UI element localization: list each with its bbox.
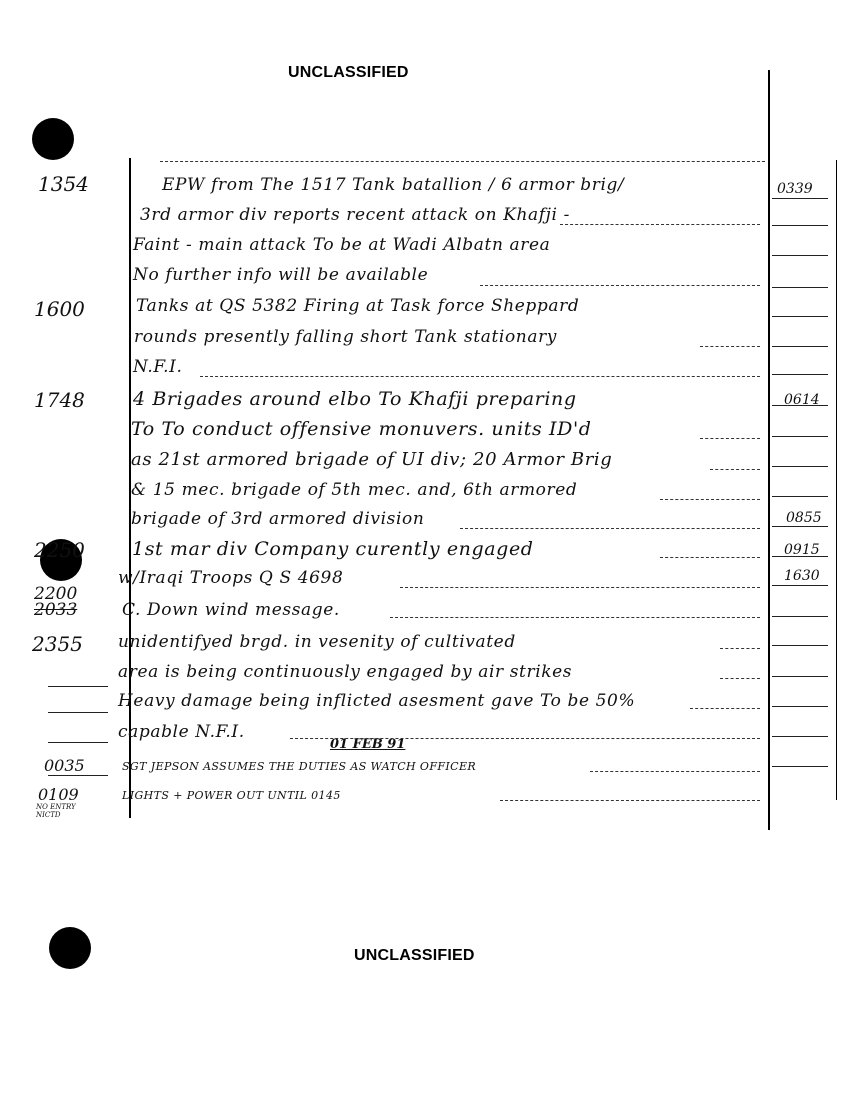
right-column-value: 1630 xyxy=(784,568,820,584)
entry-line: 3rd armor div reports recent attack on Khafji - xyxy=(140,205,570,225)
right-cell-rule xyxy=(772,225,828,226)
line-rule xyxy=(660,557,760,558)
entry-line: brigade of 3rd armored division xyxy=(131,509,425,529)
right-cell-rule xyxy=(772,374,828,375)
entry-line: rounds presently falling short Tank stationary xyxy=(134,327,558,347)
entry-time: 0109 xyxy=(38,785,79,804)
left-cell-rule xyxy=(48,775,108,776)
right-column-value: 0915 xyxy=(784,542,820,558)
line-rule xyxy=(720,648,760,649)
right-edge-rule xyxy=(836,160,837,800)
entry-line: unidentifyed brgd. in vesenity of cultivated xyxy=(118,632,516,652)
line-rule xyxy=(500,800,760,801)
entry-time: 2355 xyxy=(32,632,83,656)
right-column-value: 0614 xyxy=(784,392,820,408)
right-cell-rule xyxy=(772,556,828,557)
entry-line: C. Down wind message. xyxy=(122,600,340,620)
entry-line: SGT JEPSON ASSUMES THE DUTIES AS WATCH OFFICER xyxy=(122,760,477,773)
entry-line: Faint - main attack To be at Wadi Albatn area xyxy=(133,235,551,255)
footer-classification: UNCLASSIFIED xyxy=(354,947,475,964)
right-cell-rule xyxy=(772,676,828,677)
entry-line: capable N.F.I. xyxy=(118,722,245,742)
line-rule xyxy=(660,499,760,500)
entry-line: EPW from The 1517 Tank batallion / 6 armor brig/ xyxy=(162,175,625,195)
line-rule xyxy=(590,771,760,772)
entry-line: LIGHTS + POWER OUT UNTIL 0145 xyxy=(122,789,341,802)
right-cell-rule xyxy=(772,198,828,199)
top-rule xyxy=(160,161,765,162)
entry-time: 1354 xyxy=(38,172,89,196)
entry-time-struck: 2033 xyxy=(34,600,78,620)
entry-line: Heavy damage being inflicted asesment gave To be 50% xyxy=(118,691,636,711)
right-cell-rule xyxy=(772,766,828,767)
left-cell-rule xyxy=(48,742,108,743)
entry-time: 2200 xyxy=(34,584,78,604)
line-rule xyxy=(710,469,760,470)
right-cell-rule xyxy=(772,405,828,406)
entry-time: 1748 xyxy=(34,388,85,412)
entry-line: w/Iraqi Troops Q S 4698 xyxy=(118,568,344,588)
right-cell-rule xyxy=(772,585,828,586)
date-marker: 01 FEB 91 xyxy=(330,737,406,752)
entry-line: area is being continuously engaged by air strikes xyxy=(118,662,573,682)
right-cell-rule xyxy=(772,526,828,527)
right-cell-rule xyxy=(772,287,828,288)
right-cell-rule xyxy=(772,706,828,707)
punch-hole-top xyxy=(32,118,74,160)
entry-line: & 15 mec. brigade of 5th mec. and, 6th armored xyxy=(131,480,578,500)
left-cell-rule xyxy=(48,712,108,713)
line-rule xyxy=(700,346,760,347)
punch-hole-bottom xyxy=(49,927,91,969)
right-cell-rule xyxy=(772,645,828,646)
entry-time: 1600 xyxy=(34,297,85,321)
right-cell-rule xyxy=(772,496,828,497)
right-cell-rule xyxy=(772,736,828,737)
header-classification: UNCLASSIFIED xyxy=(288,64,409,81)
entry-time: 2250 xyxy=(34,538,85,562)
right-cell-rule xyxy=(772,346,828,347)
right-cell-rule xyxy=(772,436,828,437)
right-column-value: 0855 xyxy=(786,510,822,526)
line-rule xyxy=(480,285,760,286)
entry-line: N.F.I. xyxy=(133,357,183,377)
entry-line: 4 Brigades around elbo To Khafji preparing xyxy=(133,388,577,410)
line-rule xyxy=(460,528,760,529)
entry-time: 0035 xyxy=(44,756,85,775)
entry-line: as 21st armored brigade of UI div; 20 Armor Brig xyxy=(131,449,613,470)
line-rule xyxy=(290,738,760,739)
line-rule xyxy=(390,617,760,618)
right-cell-rule xyxy=(772,616,828,617)
right-column-value: 0339 xyxy=(777,181,813,197)
right-cell-rule xyxy=(772,316,828,317)
line-rule xyxy=(700,438,760,439)
right-cell-rule xyxy=(772,255,828,256)
left-cell-rule xyxy=(48,686,108,687)
entry-line: 1st mar div Company curently engaged xyxy=(132,538,534,560)
line-rule xyxy=(560,224,760,225)
right-cell-rule xyxy=(772,466,828,467)
right-column-rule xyxy=(768,70,770,830)
entry-line: Tanks at QS 5382 Firing at Task force Sheppard xyxy=(136,296,580,316)
line-rule xyxy=(400,587,760,588)
entry-note: NO ENTRY NICTD xyxy=(36,803,76,819)
line-rule xyxy=(200,376,760,377)
entry-line: No further info will be available xyxy=(133,265,429,285)
line-rule xyxy=(690,708,760,709)
line-rule xyxy=(720,678,760,679)
entry-line: To To conduct offensive monuvers. units ID'd xyxy=(131,418,592,440)
